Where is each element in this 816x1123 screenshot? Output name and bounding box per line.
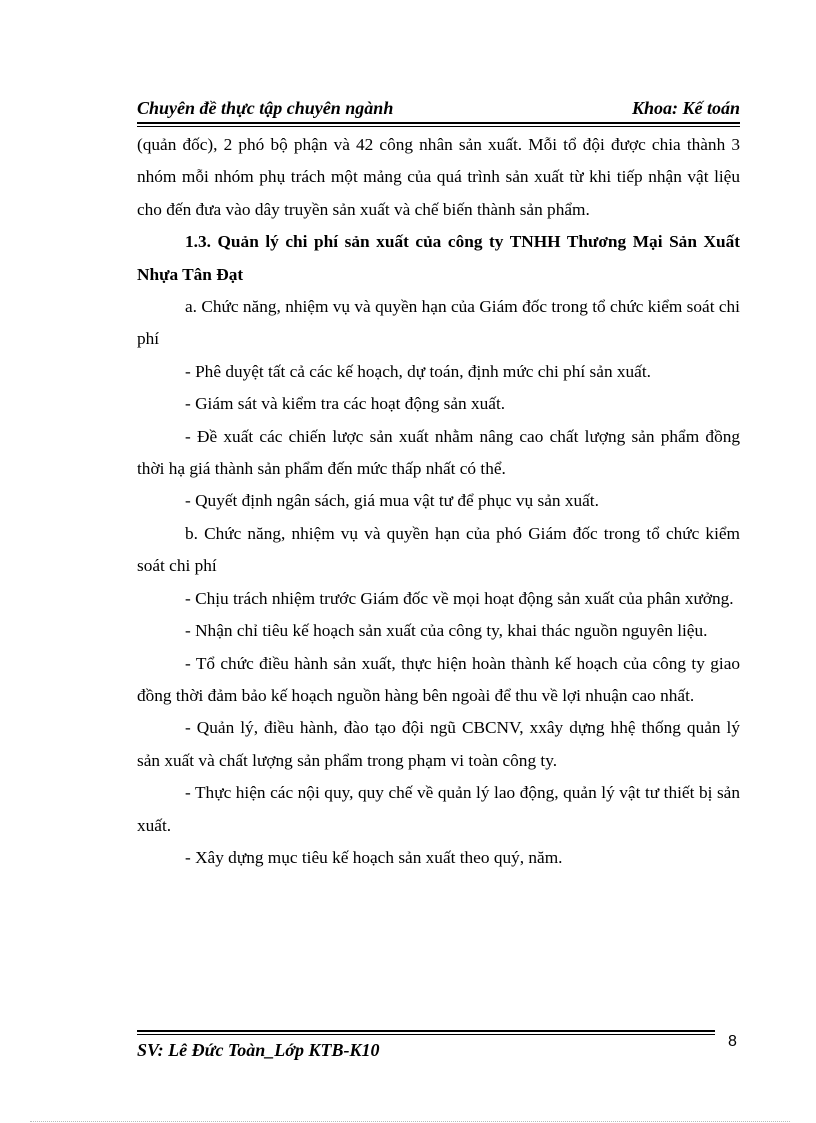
page-edge-divider bbox=[30, 1121, 790, 1122]
subsection-b-heading: b. Chức năng, nhiệm vụ và quyền hạn của phó Giám đốc trong tổ chức kiểm soát chi phí bbox=[137, 523, 740, 576]
header-department: Khoa: Kế toán bbox=[631, 98, 740, 118]
section-heading: 1.3. Quản lý chi phí sản xuất của công ty TNHH Thương Mại Sản Xuất Nhựa Tân Đạt bbox=[137, 232, 740, 284]
bullet-item: - Quản lý, điều hành, đào tạo đội ngũ CBCNV, xxây dựng hhệ thống quản lý sản xuất và chất lượng sản phẩm trong phạm vi toàn công ty. bbox=[137, 718, 740, 770]
bullet-item: - Giám sát và kiểm tra các hoạt động sản xuất. bbox=[185, 394, 506, 414]
footer-rule-thick bbox=[137, 1030, 715, 1032]
document-body bbox=[137, 129, 740, 874]
bullet-item: - Quyết định ngân sách, giá mua vật tư để phục vụ sản xuất. bbox=[185, 491, 599, 511]
bullet-item: - Nhận chỉ tiêu kế hoạch sản xuất của công ty, khai thác nguồn nguyên liệu. bbox=[185, 621, 708, 641]
footer-rule-thin bbox=[137, 1034, 715, 1035]
page-number: 8 bbox=[728, 1033, 737, 1050]
bullet-item: - Thực hiện các nội quy, quy chế về quản lý lao động, quản lý vật tư thiết bị sản xuất. bbox=[137, 783, 740, 835]
bullet-item: - Xây dựng mục tiêu kế hoạch sản xuất theo quý, năm. bbox=[185, 847, 563, 867]
header-rule-thin bbox=[137, 126, 740, 127]
header-rule-thick bbox=[137, 122, 740, 124]
paragraph-continuation: (quản đốc), 2 phó bộ phận và 42 công nhân sản xuất. Mỗi tổ đội được chia thành 3 nhóm mỗi nhóm phụ trách một mảng của quá trình sản xuất từ khi tiếp nhận vật liệu cho đến đưa vào dây truyền sản xuất và chế biến thành sản phẩm. bbox=[137, 135, 740, 219]
subsection-a-heading: a. Chức năng, nhiệm vụ và quyền hạn của Giám đốc trong tổ chức kiểm soát chi phí bbox=[137, 297, 740, 349]
page-header bbox=[137, 96, 740, 124]
bullet-item: - Phê duyệt tất cả các kế hoạch, dự toán, định mức chi phí sản xuất. bbox=[185, 361, 651, 381]
bullet-item: - Chịu trách nhiệm trước Giám đốc về mọi hoạt động sản xuất của phân xưởng. bbox=[185, 588, 734, 608]
footer-student: SV: Lê Đức Toàn_Lớp KTB-K10 bbox=[137, 1040, 380, 1060]
bullet-item: - Tổ chức điều hành sản xuất, thực hiện hoàn thành kế hoạch của công ty giao đồng thời đảm bảo kế hoạch nguồn hàng bên ngoài để thu về lợi nhuận cao nhất. bbox=[137, 653, 740, 705]
bullet-item: - Đề xuất các chiến lược sản xuất nhằm nâng cao chất lượng sản phẩm đồng thời hạ giá thành sản phẩm đến mức thấp nhất có thể. bbox=[137, 426, 740, 479]
header-title: Chuyên đề thực tập chuyên ngành bbox=[137, 98, 394, 118]
